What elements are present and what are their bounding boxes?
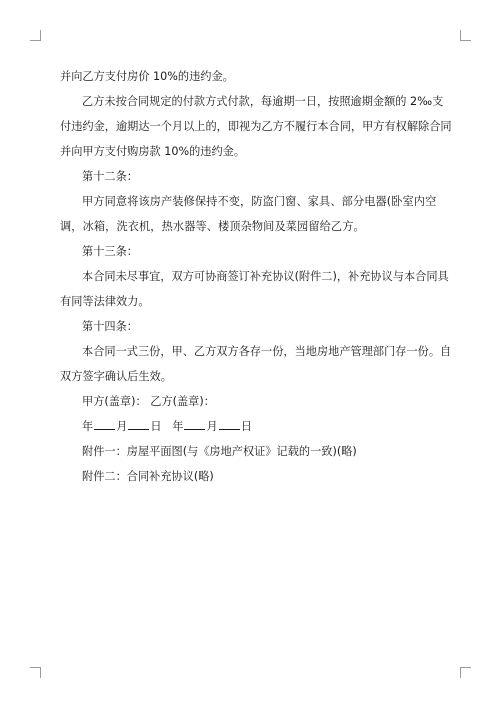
date-day-label: 日	[150, 420, 162, 433]
date2-day-blank	[219, 418, 240, 430]
document-body	[60, 64, 452, 489]
date2-month-blank	[184, 418, 205, 430]
attachment-1: 附件一：房屋平面图(与《房地产权证》记载的一致)(略)	[82, 445, 357, 458]
date-year-label: 年	[82, 420, 94, 433]
paragraph-article-13: 本合同未尽事宜，双方可协商签订补充协议(附件二)，补充协议与本合同具有同等法律效力。	[60, 270, 449, 308]
paragraph-article-12: 甲方同意将该房产装修保持不变，防盗门窗、家具、部分电器(卧室内空调，冰箱，洗衣机，热水器等、楼顶杂物间及菜园留给乙方。	[60, 195, 437, 233]
crop-mark-bottom-left	[30, 667, 41, 678]
signature-line: 甲方(盖章)： 乙方(盖章)：	[82, 395, 215, 408]
date-month-label: 月	[116, 420, 128, 433]
paragraph-late-payment: 乙方未按合同规定的付款方式付款，每逾期一日，按照逾期金额的 2‰支付违约金，逾期达一个月以上的，即视为乙方不履行本合同，甲方有权解除合同并向甲方支付购房款 10%的违约金。	[60, 95, 452, 158]
article-14-heading: 第十四条：	[82, 320, 138, 333]
date-line	[60, 414, 452, 439]
date-day-blank	[128, 418, 149, 430]
date2-day-label: 日	[240, 420, 252, 433]
date-month-blank	[94, 418, 115, 430]
date2-year-label: 年	[172, 420, 184, 433]
article-13-heading: 第十三条：	[82, 245, 138, 258]
crop-mark-top-left	[30, 30, 41, 41]
date2-month-label: 月	[206, 420, 218, 433]
article-12-heading: 第十二条：	[82, 170, 138, 183]
paragraph-article-14: 本合同一式三份，甲、乙方双方各存一份，当地房地产管理部门存一份。自双方签字确认后生效。	[60, 345, 452, 383]
crop-mark-top-right	[460, 30, 471, 41]
paragraph-penalty-continuation: 并向乙方支付房价 10%的违约金。	[60, 70, 234, 83]
crop-mark-bottom-right	[460, 667, 471, 678]
attachment-2: 附件二：合同补充协议(略)	[82, 470, 214, 483]
